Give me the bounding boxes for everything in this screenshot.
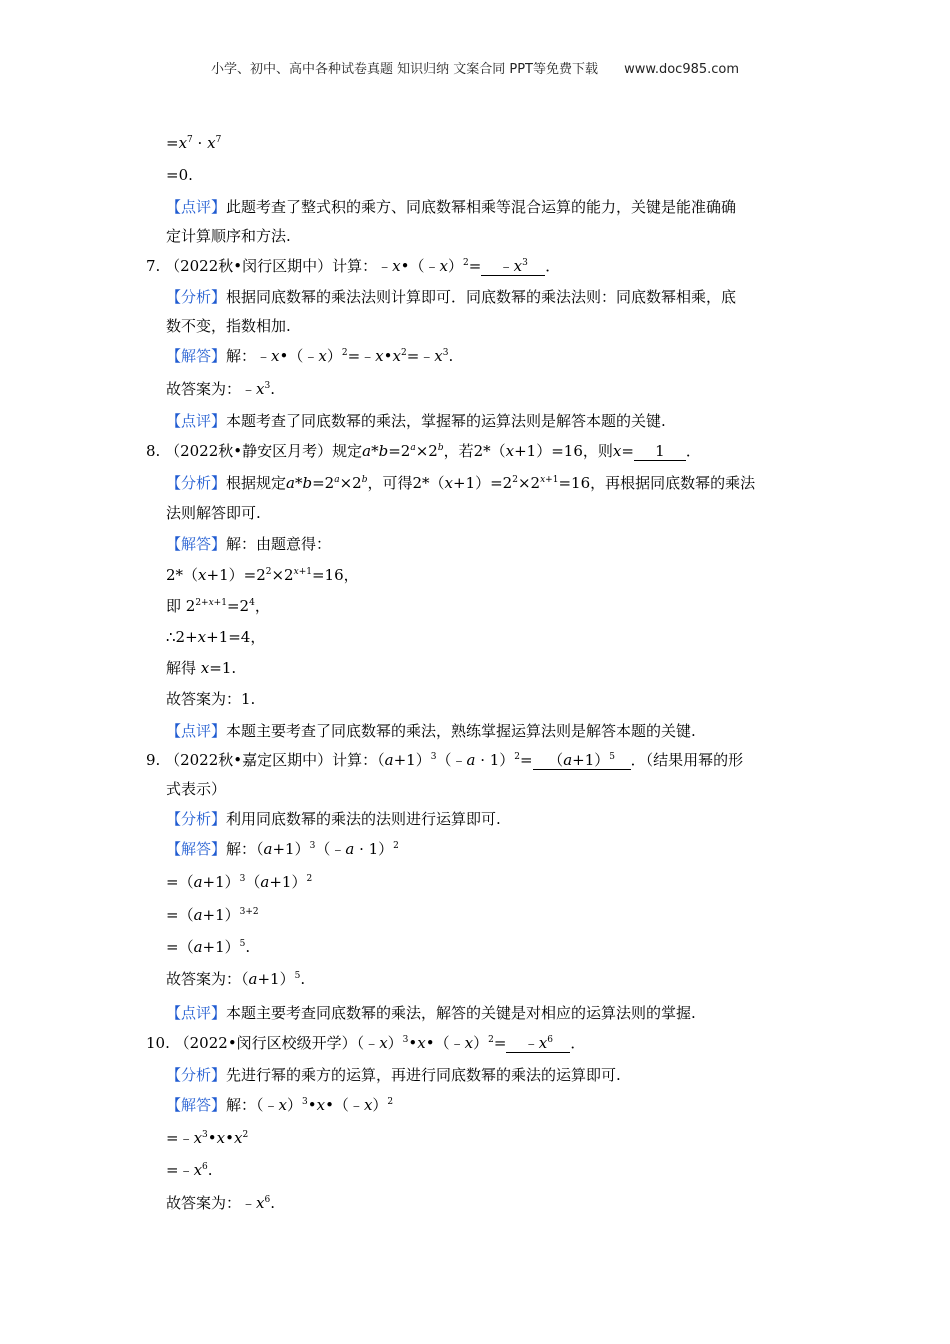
q7-question: 7. （2022秋•闵行区期中）计算：﹣x•（﹣x）$^2$= $﹣x^3$ ． [146,257,561,275]
prev-comment-line-1: 【点评】此题考查了整式积的乘方、同底数幂相乘等混合运算的能力，关键是能准确确 [166,198,737,216]
q8-step-1: $2*(x+1)=2^2\times 2^{x+1}=16$， [166,566,359,584]
q8-step-4: 解得 x=1. [166,659,237,677]
q8-answer-blank: 1 [634,442,686,461]
q7-solution: 【解答】解：$﹣x•(﹣x)^2=﹣x•x^2=﹣x^3$. [166,347,454,365]
page-header [0,58,950,77]
q9-solution: 【解答】解：$(a+1)^3(﹣a \cdot 1)^2$ [166,840,399,858]
q10-analysis: 【分析】先进行幂的乘方的运算，再进行同底数幂的乘法的运算即可. [166,1066,621,1084]
q10-step-2: $=﹣x^6$. [166,1161,213,1179]
header-url[interactable]: www.doc985.com [624,62,740,77]
prev-step-1: $=x^7 \cdot x^7$ [166,134,222,152]
q7-analysis-line-1: 【分析】根据同底数幂的乘法法则计算即可．同底数幂的乘法法则：同底数幂相乘，底 [166,288,737,306]
comment-tag: 【点评】 [166,198,227,216]
q9-question-line-2: 式表示） [166,780,227,798]
q8-comment: 【点评】本题主要考查了同底数幂的乘法，熟练掌握运算法则是解答本题的关键. [166,722,696,740]
q9-answer-blank: $(a+1)^5$ [533,751,631,770]
q8-solution-intro: 【解答】解：由题意得： [166,535,332,553]
q9-step-3: $=(a+1)^5$. [166,938,251,956]
q10-final: 故答案为：$﹣x^6$. [166,1194,276,1212]
q10-answer-blank: $﹣x^6$ [506,1034,570,1053]
header-text: 小学、初中、高中各种试卷真题 知识归纳 文案合同 PPT等免费下载 [210,62,598,77]
q9-question-line-1: 9. （2022秋•嘉定区期中）计算：$(a+1)^3(﹣a \cdot 1)^2= (a+1)^5$ ．（结果用幂的形 [146,751,744,769]
q9-final: 故答案为：$(a+1)^5$. [166,970,306,988]
q8-question: 8. （2022秋•静安区月考）规定$a*b=2^a\times 2^b$，若2*（x+1）=16，则x= 1 ． [146,442,701,460]
q9-step-1: $=(a+1)^3(a+1)^2$ [166,873,313,891]
q8-analysis-line-1: 【分析】根据规定$a*b=2^a\times 2^b$，可得$2*(x+1)=2^2\times 2^{x+1}=16$，再根据同底数幂的乘法 [166,474,756,492]
q9-step-2: $=(a+1)^{3+2}$ [166,906,259,924]
q7-answer-blank: $﹣x^3$ [481,257,545,276]
q7-analysis-line-2: 数不变，指数相加. [166,317,291,335]
prev-step-2: =0. [166,166,193,184]
q10-solution: 【解答】解：（﹣x）$^3$•x•（﹣x）$^2$ [166,1096,394,1114]
q8-analysis-line-2: 法则解答即可. [166,504,261,522]
q10-question: 10. （2022•闵行区校级开学）（﹣x）$^3$•x•（﹣x）$^2$= $﹣x^6$ ． [146,1034,586,1052]
q7-comment: 【点评】本题考查了同底数幂的乘法，掌握幂的运算法则是解答本题的关键. [166,412,666,430]
q9-comment: 【点评】本题主要考查同底数幂的乘法，解答的关键是对相应的运算法则的掌握. [166,1004,696,1022]
q8-final: 故答案为：1. [166,690,256,708]
prev-comment-line-2: 定计算顺序和方法. [166,227,291,245]
q8-step-3: ∴2+x+1=4， [166,628,266,646]
q9-analysis: 【分析】利用同底数幂的乘法的法则进行运算即可. [166,810,501,828]
q8-step-2: 即 $2^{2+x+1}=2^4$， [166,597,270,615]
q7-final: 故答案为：$﹣x^3$. [166,380,276,398]
q10-step-1: $=﹣x^3•x•x^2$ [166,1129,249,1147]
